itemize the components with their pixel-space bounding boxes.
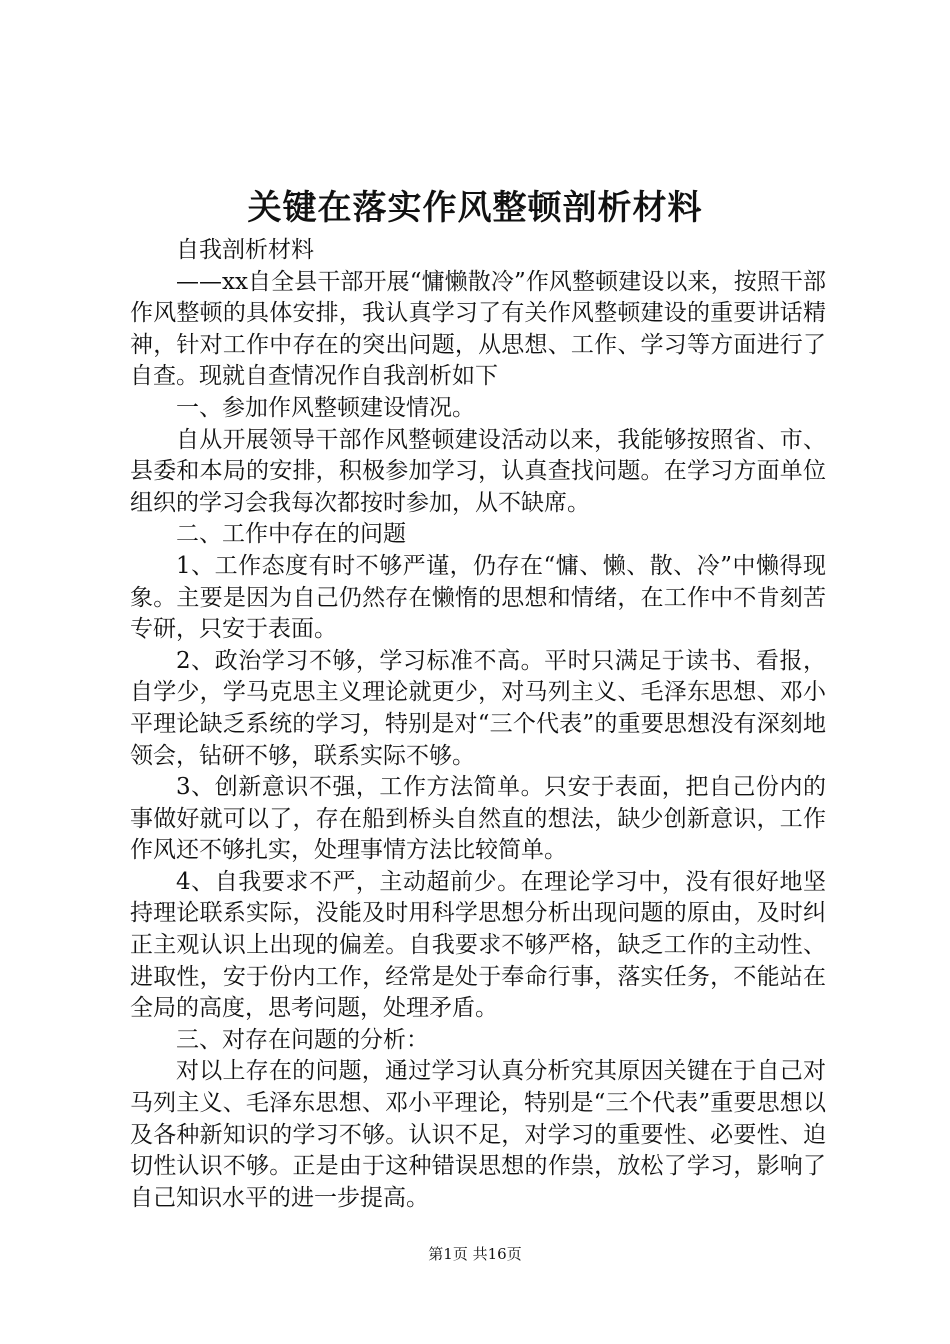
document-title: 关键在落实作风整顿剖析材料 [247, 188, 703, 228]
paragraph-problem-2: 2、政治学习不够，学习标准不高。平时只满足于读书、看报，自学少，学马克思主义理论就更少，对马列主义、毛泽东思想、邓小平理论缺乏系统的学习，特别是对“三个代表”的重要思想没有深刻地领会，钻研不够，联系实际不够。 [130, 647, 826, 769]
document-body [130, 235, 826, 1214]
paragraph-problem-3: 3、创新意识不强，工作方法简单。只安于表面，把自己份内的事做好就可以了，存在船到桥头自然直的想法，缺少创新意识，工作作风还不够扎实，处理事情方法比较简单。 [130, 774, 826, 864]
paragraph-problem-4: 4、自我要求不严，主动超前少。在理论学习中，没有很好地坚持理论联系实际，没能及时用科学思想分析出现问题的原由，及时纠正主观认识上出现的偏差。自我要求不够严格，缺乏工作的主动性、进取性，安于份内工作，经常是处于奉命行事，落实任务，不能站在全局的高度，思考问题，处理矛盾。 [130, 868, 826, 1022]
section-heading-1: 一、参加作风整顿建设情况。 [176, 394, 475, 421]
page-number-footer: 第1页 共16页 [428, 1245, 522, 1263]
paragraph-problem-1: 1、工作态度有时不够严谨，仍存在“慵、懒、散、冷”中懒得现象。主要是因为自己仍然存在懒惰的思想和情绪，在工作中不肯刻苦专研，只安于表面。 [130, 552, 826, 643]
paragraph-intro: ——xx自全县干部开展“慵懒散冷”作风整顿建设以来，按照干部作风整顿的具体安排，我认真学习了有关作风整顿建设的重要讲话精神，针对工作中存在的突出问题，从思想、工作、学习等方面进行了自查。现就自查情况作自我剖析如下 [130, 268, 826, 390]
section-heading-2: 二、工作中存在的问题 [176, 521, 406, 548]
paragraph-analysis: 对以上存在的问题，通过学习认真分析究其原因关键在于自己对马列主义、毛泽东思想、邓小平理论，特别是“三个代表”重要思想以及各种新知识的学习不够。认识不足，对学习的重要性、必要性、迫切性认识不够。正是由于这种错误思想的作祟，放松了学习，影响了自己知识水平的进一步提高。 [130, 1058, 826, 1211]
paragraph-participation: 自从开展领导干部作风整顿建设活动以来，我能够按照省、市、县委和本局的安排，积极参加学习，认真查找问题。在学习方面单位组织的学习会我每次都按时参加，从不缺席。 [130, 426, 826, 516]
section-heading-3: 三、对存在问题的分析： [176, 1026, 429, 1053]
paragraph-heading-self-analysis: 自我剖析材料 [176, 237, 314, 263]
